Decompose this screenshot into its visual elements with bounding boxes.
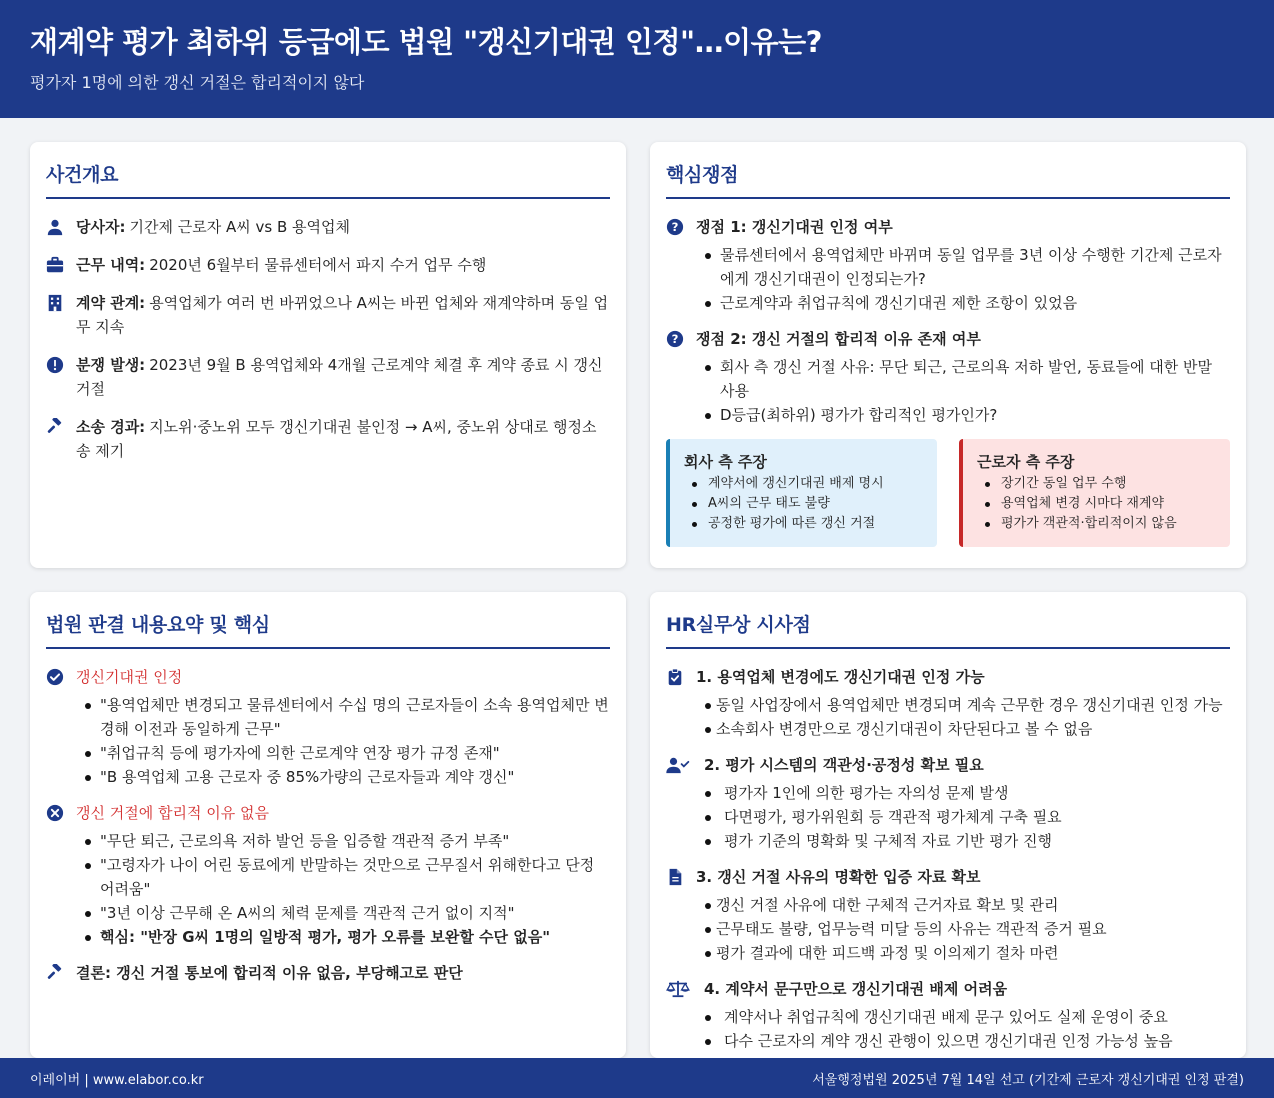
page-title: 재계약 평가 최하위 등급에도 법원 "갱신기대권 인정"…이유는?: [30, 25, 822, 59]
issues-card: [650, 142, 1246, 568]
hr-title: HR실무상 시사점: [666, 608, 1230, 649]
list-item: 계약서에 갱신기대권 배제 명시: [684, 474, 925, 494]
user-check-icon: [666, 753, 696, 777]
gavel-icon: [46, 415, 68, 439]
list-item: 평가 기준의 명확화 및 구체적 자료 기반 평가 진행: [666, 829, 1230, 853]
exclamation-icon: [46, 353, 68, 377]
hr-item-2-list: [666, 781, 1230, 853]
hr-item-3-title: 3. 갱신 거절 사유의 명확한 입증 자료 확보: [666, 865, 1230, 889]
list-item: "취업규칙 등에 평가자에 의한 근로계약 연장 평가 규정 존재": [46, 741, 610, 765]
key-note: 핵심: "반장 G씨 1명의 일방적 평가, 평가 오류를 보완할 수단 없음": [46, 925, 610, 949]
list-item: 다면평가, 평가위원회 등 객관적 평가체계 구축 필요: [666, 805, 1230, 829]
list-item: "3년 이상 근무해 온 A씨의 체력 문제를 객관적 근거 없이 지적": [46, 901, 610, 925]
overview-item-contract: 계약 관계: 용역업체가 여러 번 바뀌었으나 A씨는 바뀐 업체와 재계약하며 동일 업무 지속: [46, 291, 610, 339]
list-item: 소속회사 변경만으로 갱신기대권이 차단된다고 볼 수 없음: [666, 717, 1230, 741]
ruling-title: 법원 판결 내용요약 및 핵심: [46, 608, 610, 649]
list-item: "무단 퇴근, 근로의욕 저하 발언 등을 입증할 객관적 증거 부족": [46, 829, 610, 853]
clipboard-check-icon: [666, 665, 688, 689]
building-icon: [46, 291, 68, 315]
footer-citation: 서울행정법원 2025년 7월 14일 선고 (기간제 근로자 갱신기대권 인정 판결): [812, 1072, 1244, 1088]
list-item: 다수 근로자의 계약 갱신 관행이 있으면 갱신기대권 인정 가능성 높음: [666, 1029, 1230, 1053]
question-icon: [666, 327, 688, 351]
list-item: 근무태도 불량, 업무능력 미달 등의 사유는 객관적 증거 필요: [666, 917, 1230, 941]
overview-item-lawsuit: 소송 경과: 지노위·중노위 모두 갱신기대권 불인정 → A씨, 중노위 상대로 행정소송 제기: [46, 415, 610, 463]
ruling-section-1-title: 갱신기대권 인정: [46, 665, 610, 689]
ruling-section-2-title: 갱신 거절에 합리적 이유 없음: [46, 801, 610, 825]
claims-comparison: [666, 439, 1230, 547]
hr-item-4-list: [666, 1005, 1230, 1053]
hr-item-1-title: 1. 용역업체 변경에도 갱신기대권 인정 가능: [666, 665, 1230, 689]
overview-title: 사건개요: [46, 158, 610, 199]
overview-card: [30, 142, 626, 568]
issue-1-list: [666, 243, 1230, 315]
ruling-section-2-list: [46, 829, 610, 949]
hr-item-3-list: [666, 893, 1230, 965]
ruling-card: [30, 592, 626, 1058]
ruling-conclusion: 결론: 갱신 거절 통보에 합리적 이유 없음, 부당해고로 판단: [46, 961, 610, 985]
overview-item-dispute: 분쟁 발생: 2023년 9월 B 용역업체와 4개월 근로계약 체결 후 계약 종료 시 갱신 거절: [46, 353, 610, 401]
hr-item-2-title: 2. 평가 시스템의 객관성·공정성 확보 필요: [666, 753, 1230, 777]
company-claim-title: 회사 측 주장: [684, 453, 767, 471]
scale-icon: [666, 977, 696, 1001]
hr-item-4-title: 4. 계약서 문구만으로 갱신기대권 배제 어려움: [666, 977, 1230, 1001]
page-footer: [0, 1058, 1274, 1098]
list-item: 물류센터에서 용역업체만 바뀌며 동일 업무를 3년 이상 수행한 기간제 근로자에게 갱신기대권이 인정되는가?: [666, 243, 1230, 291]
page-subtitle: 평가자 1명에 의한 갱신 거절은 합리적이지 않다: [30, 73, 365, 92]
hr-item-1-list: [666, 693, 1230, 741]
issue-2-title: ? 쟁점 2: 갱신 거절의 합리적 이유 존재 여부: [666, 327, 1230, 351]
svg-text:?: ?: [671, 332, 679, 347]
list-item: 평가가 객관적·합리적이지 않음: [977, 514, 1218, 534]
list-item: 근로계약과 취업규칙에 갱신기대권 제한 조항이 있었음: [666, 291, 1230, 315]
list-item: 평가자 1인에 의한 평가는 자의성 문제 발생: [666, 781, 1230, 805]
list-item: A씨의 근무 태도 불량: [684, 494, 925, 514]
issues-title: 핵심쟁점: [666, 158, 1230, 199]
user-icon: [46, 215, 68, 239]
issue-1-title: ? 쟁점 1: 갱신기대권 인정 여부: [666, 215, 1230, 239]
svg-text:?: ?: [671, 220, 679, 235]
list-item: 평가 결과에 대한 피드백 과정 및 이의제기 절차 마련: [666, 941, 1230, 965]
gavel-icon: [46, 961, 68, 985]
list-item: 회사 측 갱신 거절 사유: 무단 퇴근, 근로의욕 저하 발언, 동료들에 대한 반말 사용: [666, 355, 1230, 403]
question-icon: [666, 215, 688, 239]
list-item: 공정한 평가에 따른 갱신 거절: [684, 514, 925, 534]
x-circle-icon: [46, 801, 68, 825]
document-icon: [666, 865, 688, 889]
overview-item-work: 근무 내역: 2020년 6월부터 물류센터에서 파지 수거 업무 수행: [46, 253, 610, 277]
check-circle-icon: [46, 665, 68, 689]
list-item: "B 용역업체 고용 근로자 중 85%가량의 근로자들과 계약 갱신": [46, 765, 610, 789]
issue-2-list: [666, 355, 1230, 427]
hr-card: [650, 592, 1246, 1058]
worker-claim-box: [959, 439, 1230, 547]
footer-source: 이레이버 | www.elabor.co.kr: [30, 1072, 204, 1088]
list-item: "용역업체만 변경되고 물류센터에서 수십 명의 근로자들이 소속 용역업체만 변경해 이전과 동일하게 근무": [46, 693, 610, 741]
worker-claim-title: 근로자 측 주장: [977, 453, 1075, 471]
page-header: [0, 0, 1274, 118]
list-item: "고령자가 나이 어린 동료에게 반말하는 것만으로 근무질서 위해한다고 단정 어려움": [46, 853, 610, 901]
list-item: 동일 사업장에서 용역업체만 변경되며 계속 근무한 경우 갱신기대권 인정 가능: [666, 693, 1230, 717]
overview-item-parties: 당사자: 기간제 근로자 A씨 vs B 용역업체: [46, 215, 610, 239]
list-item: 용역업체 변경 시마다 재계약: [977, 494, 1218, 514]
ruling-section-1-list: [46, 693, 610, 789]
list-item: 계약서나 취업규칙에 갱신기대권 배제 문구 있어도 실제 운영이 중요: [666, 1005, 1230, 1029]
list-item: 갱신 거절 사유에 대한 구체적 근거자료 확보 및 관리: [666, 893, 1230, 917]
briefcase-icon: [46, 253, 68, 277]
list-item: D등급(최하위) 평가가 합리적인 평가인가?: [666, 403, 1230, 427]
list-item: 장기간 동일 업무 수행: [977, 474, 1218, 494]
company-claim-box: [666, 439, 937, 547]
